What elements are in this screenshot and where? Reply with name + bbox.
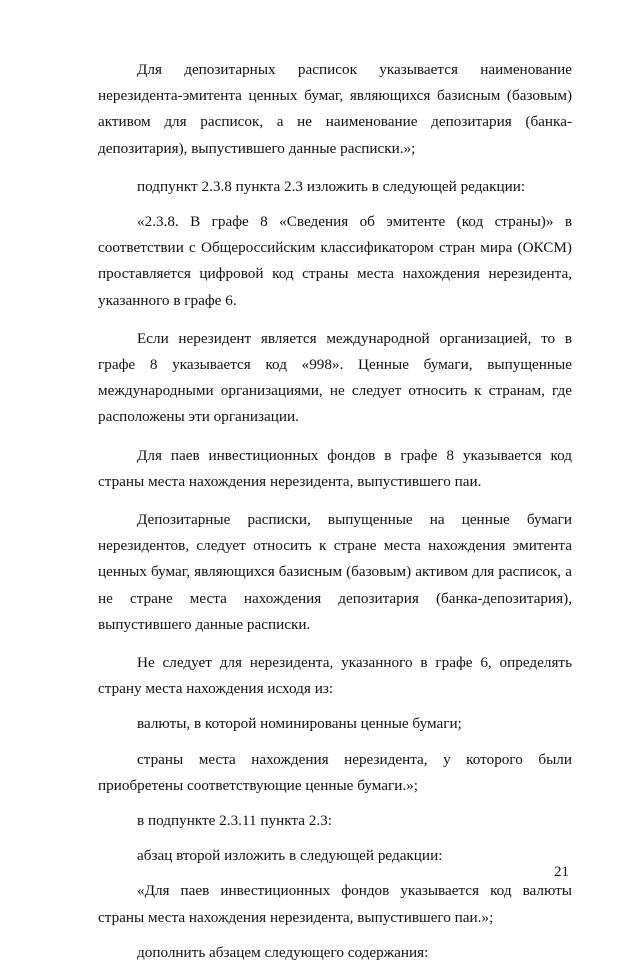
paragraph-investment-fund-units: Для паев инвестиционных фондов в графе 8 указывается код страны места нахождения нерезидента, выпустившего паи. [98, 446, 572, 490]
paragraph-international-organization: Если нерезидент является международной организацией, то в графе 8 указывается код «998». Ценные бумаги, выпущенные международными организациями, не следует относить к странам, где расположены эти организации. [98, 329, 572, 426]
paragraph-depositary-receipts-issuer: Для депозитарных расписок указывается наименование нерезидента-эмитента ценных бумаг, являющихся базисным (базовым) активом для расписок, а не наименование депозитария (банка-депозитария), выпустившего данные расписки.»; [98, 61, 572, 157]
paragraph-column-8-country-code: «2.3.8. В графе 8 «Сведения об эмитенте (код страны)» в соответствии с Общероссийским классификатором стран мира (ОКСМ) проставляется цифровой код страны места нахождения нерезидента, указанного в графе 6. [98, 213, 572, 309]
paragraph-currency-item: валюты, в которой номинированы ценные бумаги; [137, 715, 462, 733]
paragraph-depositary-receipts-country: Депозитарные расписки, выпущенные на ценные бумаги нерезидентов, следует относить к стране места нахождения эмитента ценных бумаг, являющихся базисным (базовым) активом для расписок, а не стране места нахождения депозитария (банка-депозитария), выпустившего данные расписки. [98, 511, 572, 633]
paragraph-subclause-2-3-11: в подпункте 2.3.11 пункта 2.3: [137, 812, 332, 830]
paragraph-add-abzac: дополнить абзацем следующего содержания: [137, 943, 429, 961]
paragraph-fund-currency-code: «Для паев инвестиционных фондов указывается код валюты страны места нахождения нерезидента, выпустившего паи.»; [98, 882, 572, 926]
paragraph-subclause-2-3-8-intro: подпункт 2.3.8 пункта 2.3 изложить в следующей редакции: [137, 177, 526, 195]
paragraph-acquisition-country-item: страны места нахождения нерезидента, у которого были приобретены соответствующие ценные бумаги.»; [98, 750, 572, 794]
page-number: 21 [554, 864, 569, 880]
document-page [98, 57, 572, 975]
paragraph-second-abzac-edit: абзац второй изложить в следующей редакции: [137, 847, 443, 865]
paragraph-not-determine-country: Не следует для нерезидента, указанного в графе 6, определять страну места нахождения исходя из: [98, 654, 572, 698]
